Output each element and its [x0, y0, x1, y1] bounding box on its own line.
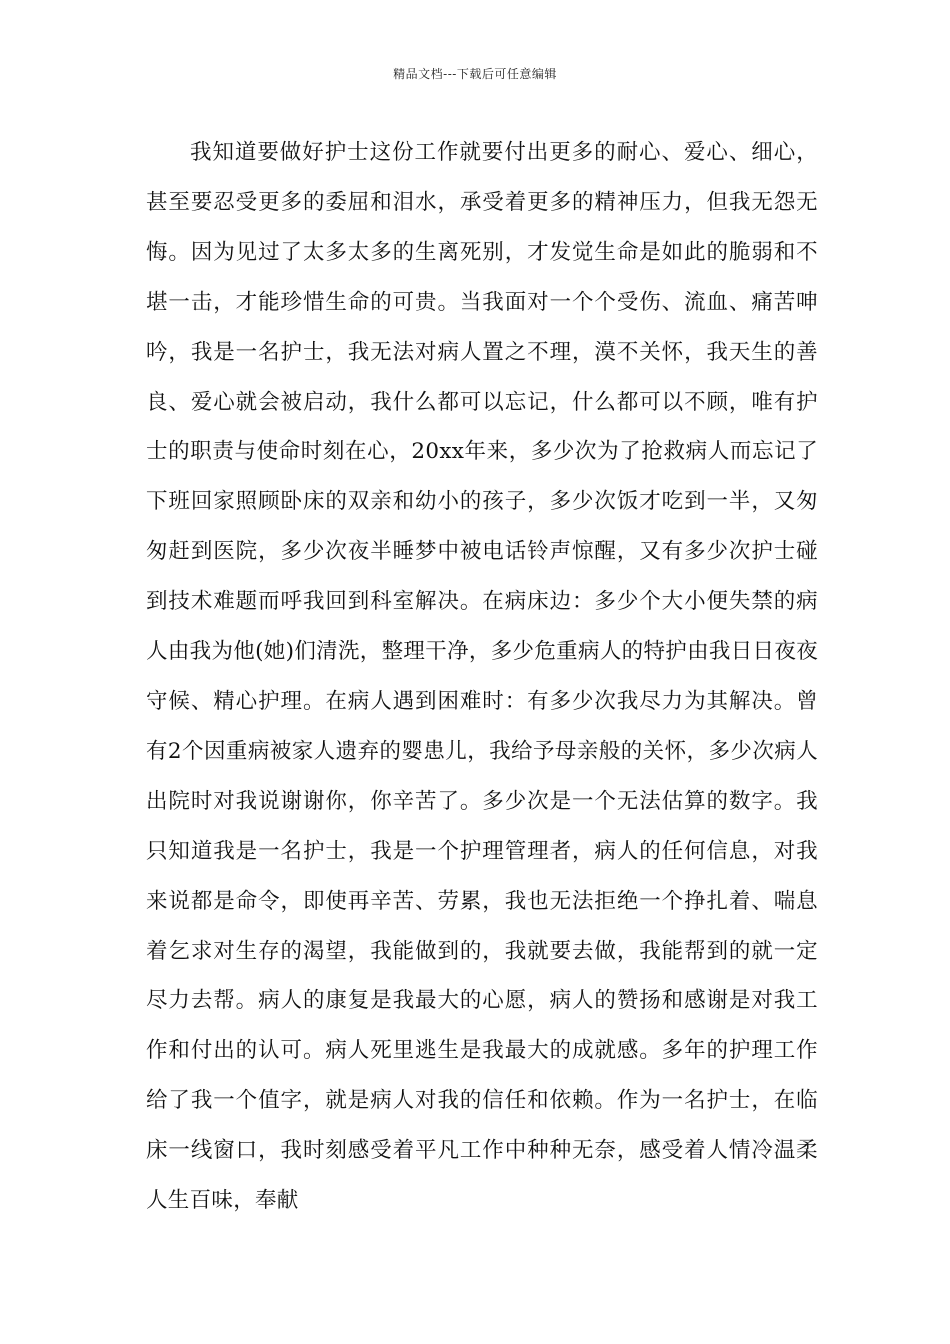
- body-paragraph: 我知道要做好护士这份工作就要付出更多的耐心、爱心、细心，甚至要忍受更多的委屈和泪水，承受着更多的精神压力，但我无怨无悔。因为见过了太多太多的生离死别，才发觉生命是如此的脆弱和不堪一击，才能珍惜生命的可贵。当我面对一个个受伤、流血、痛苦呻吟，我是一名护士，我无法对病人置之不理，漠不关怀，我天生的善良、爱心就会被启动，我什么都可以忘记，什么都可以不顾，唯有护士的职责与使命时刻在心，20xx年来，多少次为了抢救病人而忘记了下班回家照顾卧床的双亲和幼小的孩子，多少次饭才吃到一半，又匆匆赶到医院，多少次夜半睡梦中被电话铃声惊醒，又有多少次护士碰到技术难题而呼我回到科室解决。在病床边：多少个大小便失禁的病人由我为他(她)们清洗，整理干净，多少危重病人的特护由我日日夜夜守候、精心护理。在病人遇到困难时：有多少次我尽力为其解决。曾有2个因重病被家人遗弃的婴患儿，我给予母亲般的关怀，多少次病人出院时对我说谢谢你，你辛苦了。多少次是一个无法估算的数字。我只知道我是一名护士，我是一个护理管理者，病人的任何信息，对我来说都是命令，即使再辛苦、劳累，我也无法拒绝一个挣扎着、喘息着乞求对生存的渴望，我能做到的，我就要去做，我能帮到的就一定尽力去帮。病人的康复是我最大的心愿，病人的赞扬和感谢是对我工作和付出的认可。病人死里逃生是我最大的成就感。多年的护理工作给了我一个值字，就是病人对我的信任和依赖。作为一名护士，在临床一线窗口，我时刻感受着平凡工作中种种无奈，感受着人情冷温柔人生百味，奉献: [146, 140, 818, 1214]
- page-header: 精品文档---下载后可任意编辑: [393, 67, 557, 81]
